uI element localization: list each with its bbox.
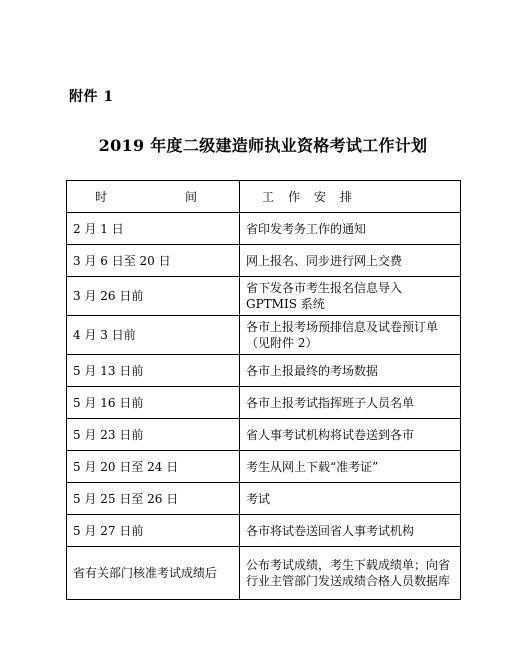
time-cell: 5 月 20 日至 24 日 [67, 451, 240, 483]
time-cell: 5 月 13 日前 [67, 355, 240, 387]
work-cell: 各市上报考试指挥班子人员名单 [240, 387, 461, 419]
table-row [67, 515, 461, 547]
work-cell: 网上报名、同步进行网上交费 [240, 245, 461, 277]
work-cell: 省人事考试机构将试卷送到各市 [240, 419, 461, 451]
table-row [67, 355, 461, 387]
table-row [67, 213, 461, 245]
time-cell: 5 月 23 日前 [67, 419, 240, 451]
work-cell: 各市将试卷送回省人事考试机构 [240, 515, 461, 547]
time-cell: 5 月 25 日至 26 日 [67, 483, 240, 515]
work-header-label: 工作安排 [262, 189, 367, 204]
table-header-row [67, 181, 461, 213]
time-cell: 5 月 16 日前 [67, 387, 240, 419]
time-header-part2: 间 [184, 189, 201, 204]
table-row [67, 547, 461, 600]
document-title: 2019 年度二级建造师执业资格考试工作计划 [98, 136, 428, 155]
time-header-part1: 时 [95, 189, 112, 204]
work-cell: 省印发考务工作的通知 [240, 213, 461, 245]
table-row [67, 316, 461, 355]
table-row [67, 451, 461, 483]
work-cell: 考生从网上下载“准考证” [240, 451, 461, 483]
time-cell: 省有关部门核准考试成绩后 [67, 547, 240, 600]
schedule-table [66, 180, 461, 600]
time-cell: 4 月 3 日前 [67, 316, 240, 355]
time-cell: 2 月 1 日 [67, 213, 240, 245]
time-cell: 5 月 27 日前 [67, 515, 240, 547]
table-row [67, 483, 461, 515]
table-row [67, 419, 461, 451]
work-cell: 考试 [240, 483, 461, 515]
work-column-header [240, 181, 461, 213]
time-cell: 3 月 26 日前 [67, 277, 240, 316]
work-cell: 省下发各市考生报名信息导入 GPTMIS 系统 [240, 277, 461, 316]
table-row [67, 277, 461, 316]
work-cell: 各市上报考场预排信息及试卷预订单（见附件 2） [240, 316, 461, 355]
time-cell: 3 月 6 日至 20 日 [67, 245, 240, 277]
table-row [67, 387, 461, 419]
time-column-header [67, 181, 240, 213]
work-cell: 公布考试成绩，考生下载成绩单；向省行业主管部门发送成绩合格人员数据库 [240, 547, 461, 600]
work-cell: 各市上报最终的考场数据 [240, 355, 461, 387]
attachment-label: 附件 1 [69, 89, 114, 105]
table-row [67, 245, 461, 277]
